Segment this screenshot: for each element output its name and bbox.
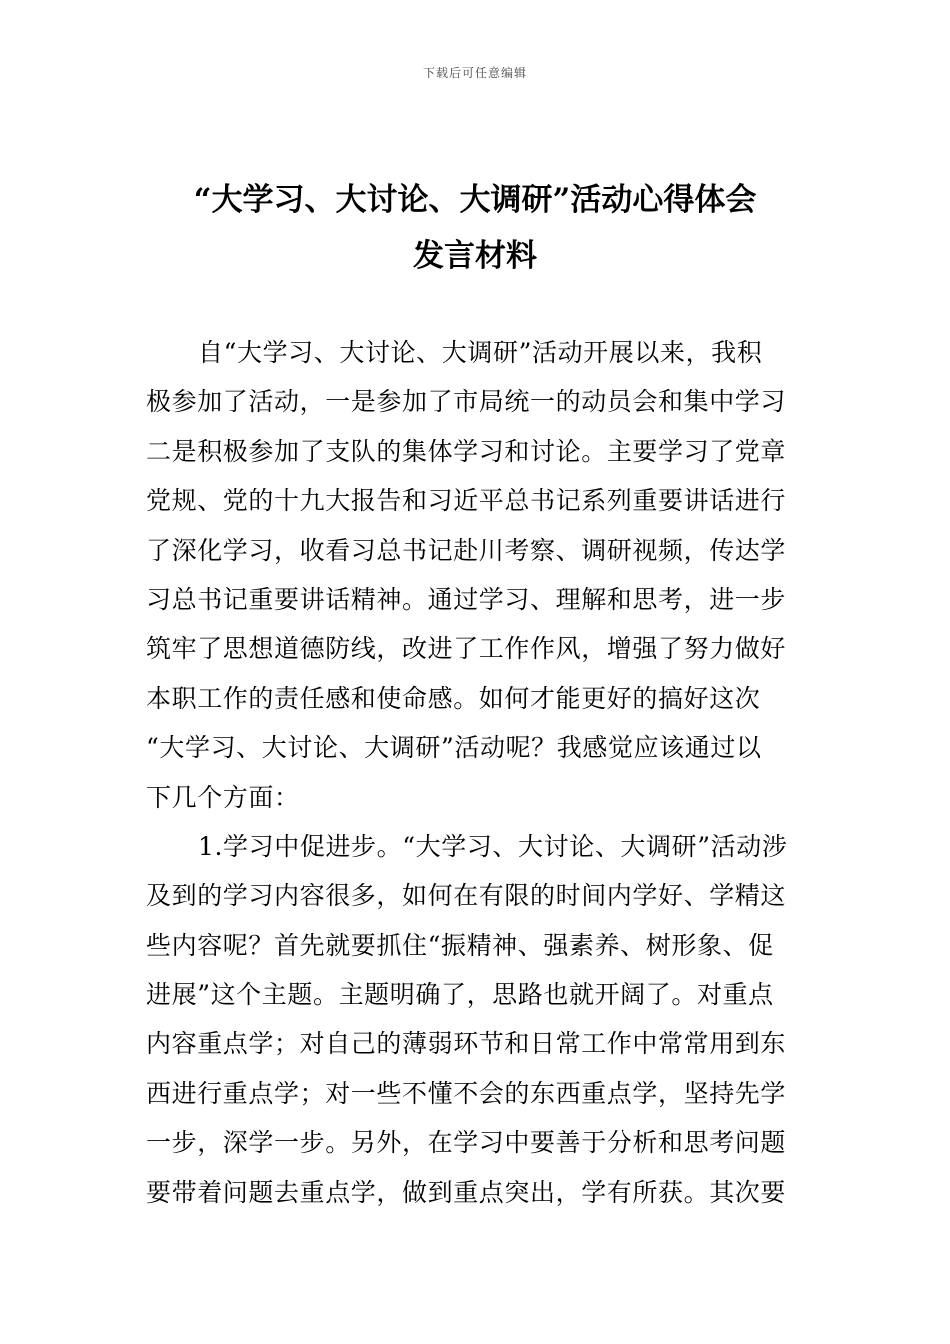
body-text: [146, 328, 810, 1217]
body-line: 要带着问题去重点学，做到重点突出，学有所获。其次要: [146, 1177, 787, 1207]
header-note: 下载后可任意编辑: [422, 66, 527, 80]
body-line: 进展”这个主题。主题明确了，思路也就开阔了。对重点: [146, 980, 774, 1010]
body-line: 党规、党的十九大报告和习近平总书记系列重要讲话进行: [146, 486, 787, 516]
body-line: 内容重点学；对自己的薄弱环节和日常工作中常常用到东: [146, 1029, 787, 1059]
body-line: 自“大学习、大讨论、大调研”活动开展以来，我积: [198, 338, 763, 367]
body-line: 一步，深学一步。另外，在学习中要善于分析和思考问题: [146, 1128, 787, 1158]
body-line: 筑牢了思想道德防线，改进了工作作风，增强了努力做好: [146, 634, 787, 664]
body-line: 习总书记重要讲话精神。通过学习、理解和思考，进一步: [146, 584, 787, 614]
body-line: 西进行重点学；对一些不懂不会的东西重点学，坚持先学: [146, 1078, 787, 1108]
body-line: “大学习、大讨论、大调研”活动呢？我感觉应该通过以: [146, 733, 762, 763]
body-line: 下几个方面：: [146, 782, 300, 812]
title-line-1: “大学习、大讨论、大调研”活动心得体会: [193, 182, 757, 218]
document-title: [120, 172, 830, 284]
body-line: 了深化学习，收看习总书记赴川考察、调研视频，传达学: [146, 535, 787, 565]
title-line-2: 发言材料: [413, 238, 537, 274]
body-line: 1.学习中促进步。“大学习、大讨论、大调研”活动涉: [198, 831, 788, 861]
body-line: 及到的学习内容很多，如何在有限的时间内学好、学精这: [146, 881, 787, 911]
body-line: 些内容呢？首先就要抓住“振精神、强素养、树形象、促: [146, 930, 774, 960]
body-line: 极参加了活动，一是参加了市局统一的动员会和集中学习: [146, 387, 787, 417]
body-line: 本职工作的责任感和使命感。如何才能更好的搞好这次: [146, 683, 761, 713]
body-line: 二是积极参加了支队的集体学习和讨论。主要学习了党章: [146, 436, 787, 466]
